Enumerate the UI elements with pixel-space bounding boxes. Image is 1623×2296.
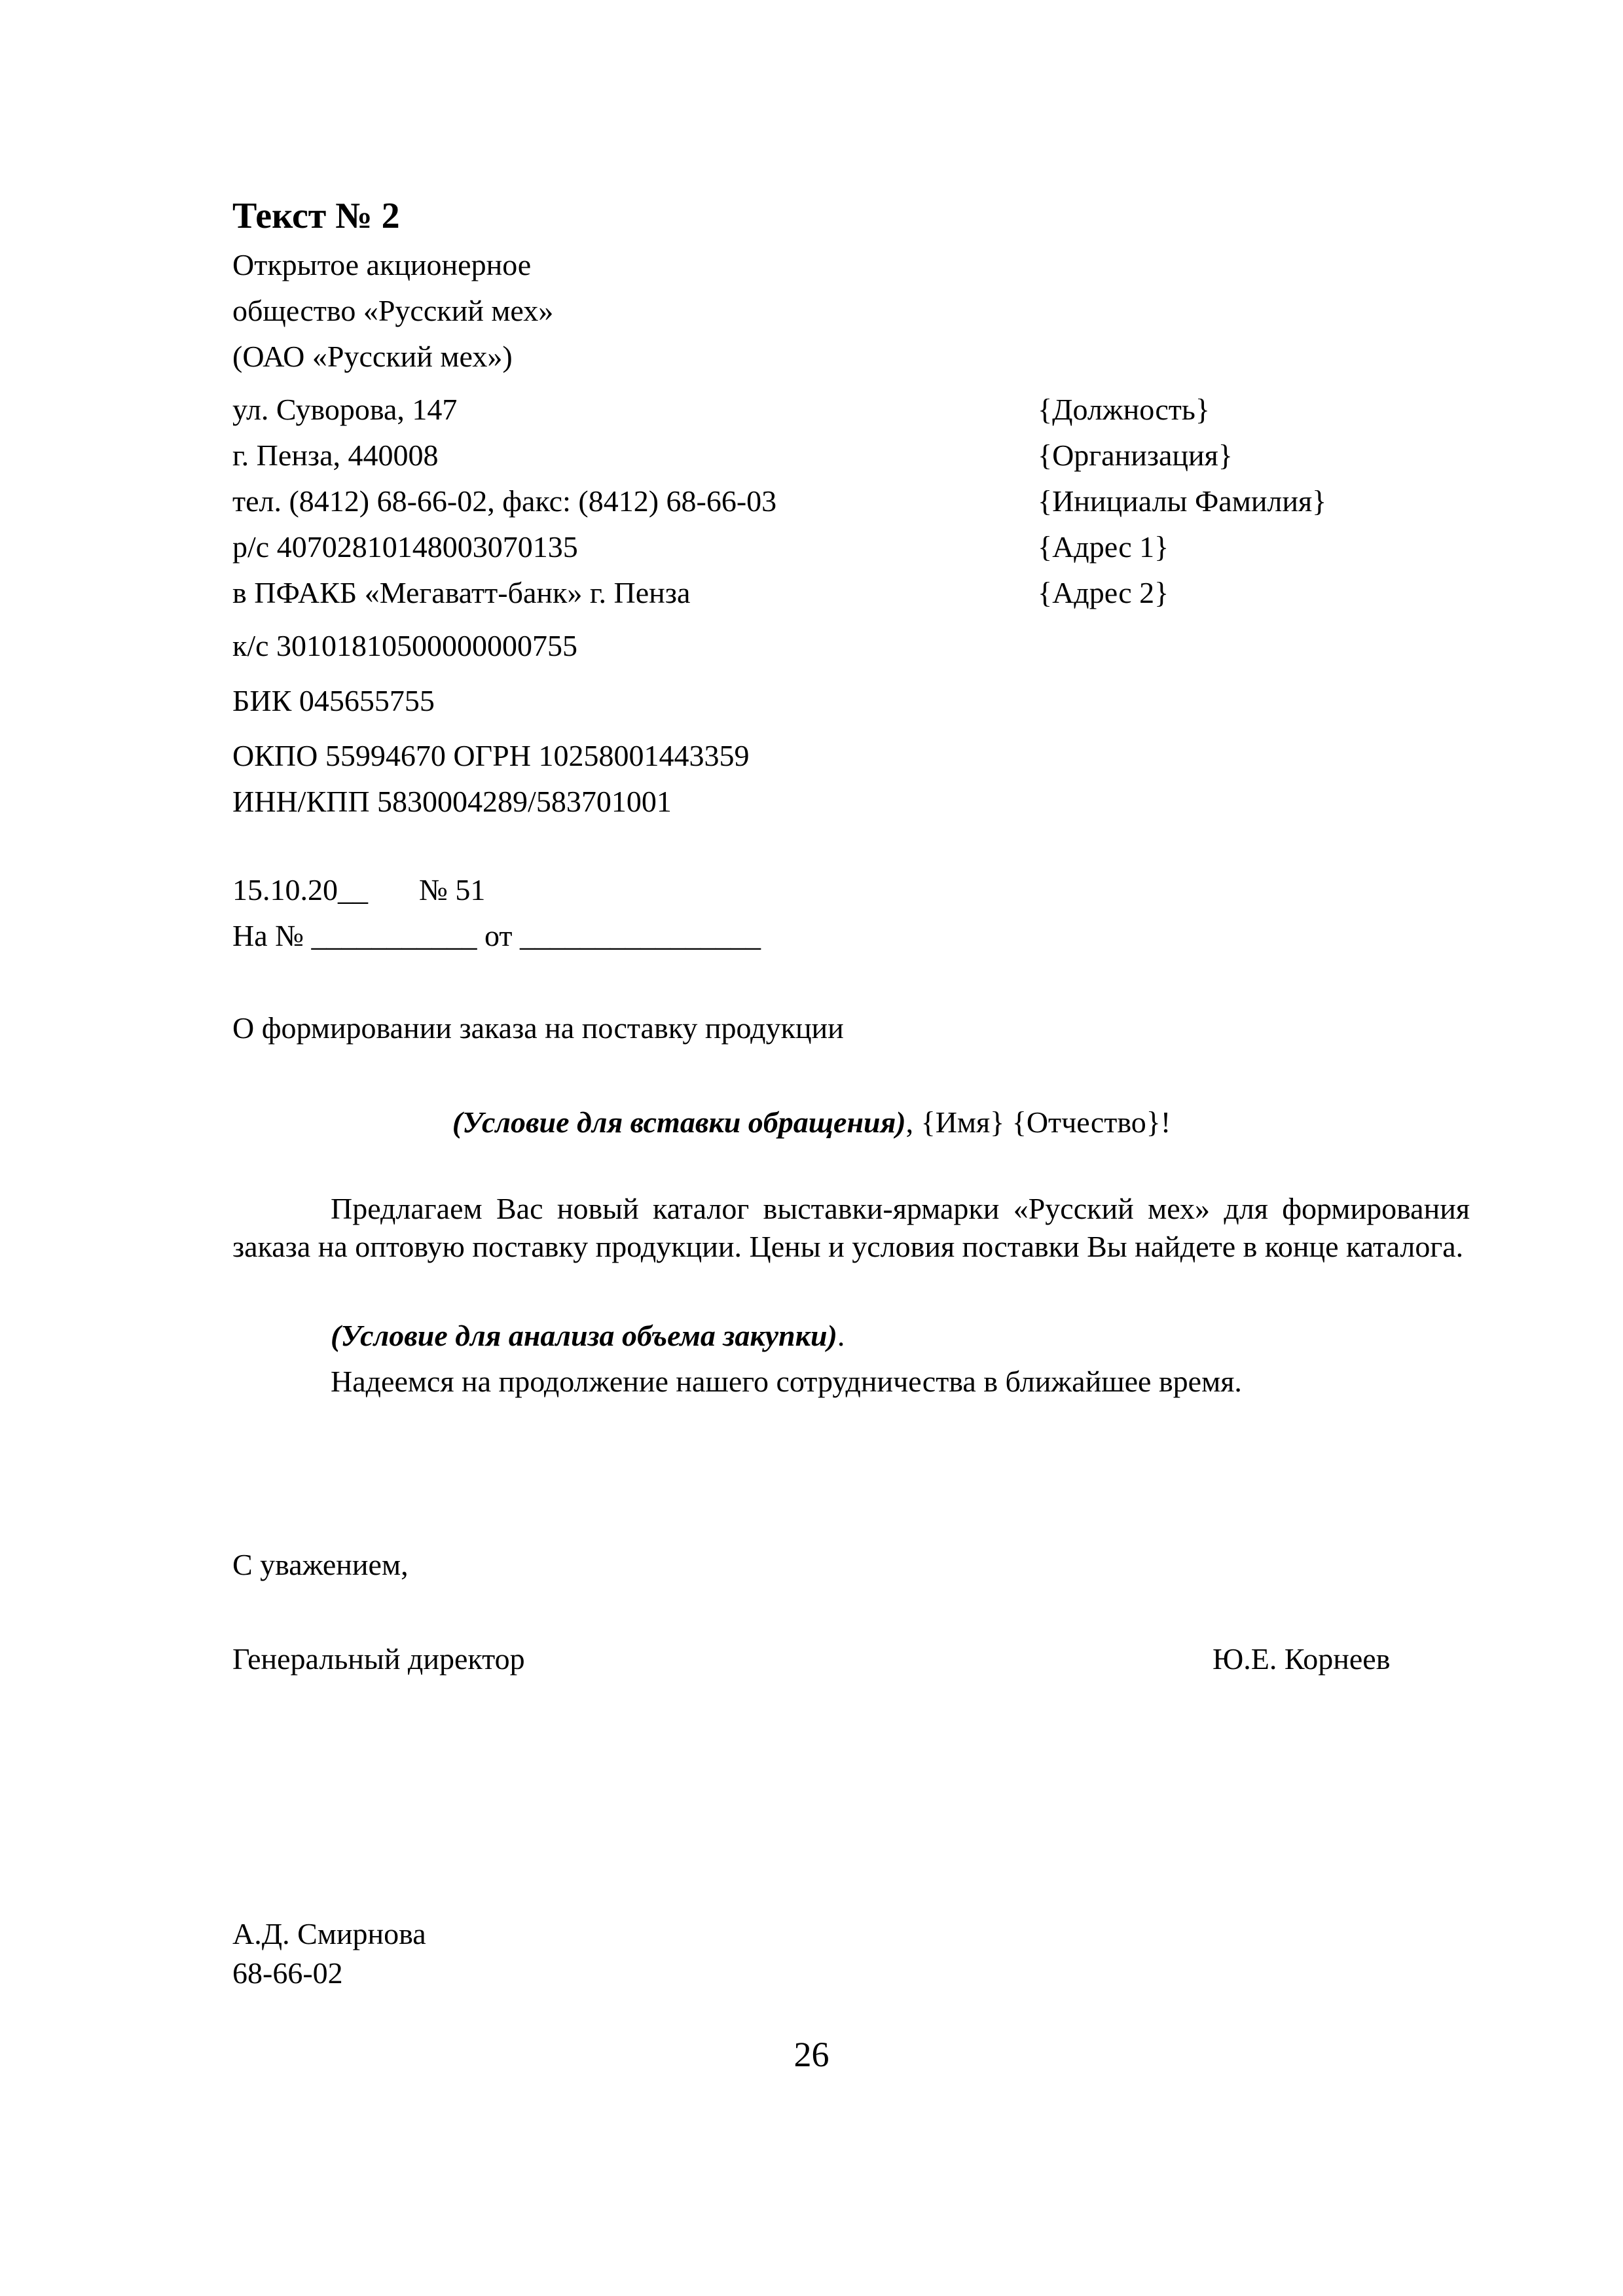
page-number: 26	[793, 2035, 830, 2074]
sender-bank: в ПФАКБ «Мегаватт-банк» г. Пенза	[232, 576, 691, 609]
body-paragraph-3: Надеемся на продолжение нашего сотрудничества в ближайшее время.	[331, 1365, 1242, 1398]
executor-name: А.Д. Смирнова	[232, 1917, 426, 1950]
sender-city: г. Пенза, 440008	[232, 439, 439, 472]
reply-from-blank: ________________	[520, 919, 761, 952]
letter-subject: О формировании заказа на поставку продукции	[232, 1011, 844, 1045]
greeting-comma: ,	[905, 1105, 914, 1139]
signature-name: Ю.Е. Корнеев	[1213, 1642, 1391, 1676]
sender-okpo-ogrn: ОКПО 55994670 ОГРН 10258001443359	[232, 739, 750, 772]
executor-phone: 68-66-02	[232, 1956, 343, 1990]
registration-date: 15.10.20__	[232, 873, 368, 906]
recipient-address2: {Адрес 2}	[1038, 576, 1169, 609]
sender-org-short: (ОАО «Русский мех»)	[232, 340, 513, 373]
document-heading: Текст № 2	[232, 196, 400, 236]
sender-bik: БИК 045655755	[232, 684, 435, 717]
signature-position: Генеральный директор	[232, 1642, 525, 1676]
reply-from-label: от	[484, 919, 513, 952]
sender-org-line2: общество «Русский мех»	[232, 294, 554, 327]
recipient-organization: {Организация}	[1038, 439, 1233, 472]
sender-inn-kpp: ИНН/КПП 5830004289/583701001	[232, 785, 672, 818]
sender-phone-fax: тел. (8412) 68-66-02, факс: (8412) 68-66-03	[232, 484, 777, 518]
recipient-name: {Инициалы Фамилия}	[1038, 484, 1327, 518]
recipient-address1: {Адрес 1}	[1038, 530, 1169, 564]
sender-account: р/с 40702810148003070135	[232, 530, 578, 564]
greeting-fields: {Имя} {Отчество}!	[921, 1105, 1171, 1139]
greeting-condition: (Условие для вставки обращения)	[452, 1105, 906, 1139]
registration-number: № 51	[419, 873, 486, 906]
closing: С уважением,	[232, 1548, 409, 1581]
sender-street: ул. Суворова, 147	[232, 393, 458, 426]
body-condition-2	[331, 1321, 845, 1351]
recipient-position: {Должность}	[1038, 393, 1210, 426]
sender-corr-account: к/с 30101810500000000755	[232, 629, 578, 662]
condition-2-text: (Условие для анализа объема закупки)	[331, 1319, 837, 1352]
reply-reference	[232, 921, 761, 951]
condition-2-end: .	[837, 1319, 845, 1352]
sender-org-line1: Открытое акционерное	[232, 248, 532, 281]
reply-number-blank: ___________	[311, 919, 477, 952]
greeting	[0, 1107, 1623, 1138]
body-paragraph-1: Предлагаем Вас новый каталог выставки-ярмарки «Русский мех» для формирования заказа на оптовую поставку продукции. Цены и условия поставки Вы найдете в конце каталога.	[232, 1192, 1470, 1263]
reply-prefix: На №	[232, 919, 304, 952]
